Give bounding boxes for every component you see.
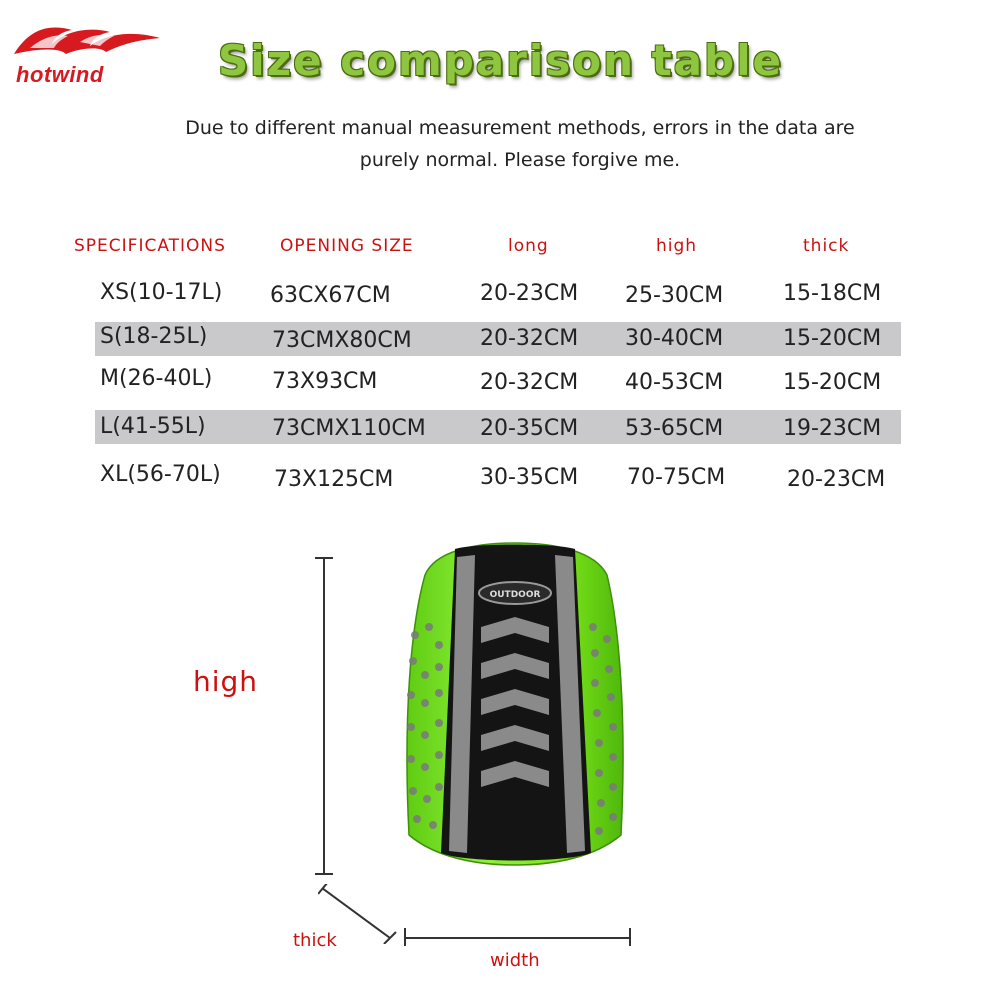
cell-spec-xl: XL(56-70L)	[100, 462, 221, 487]
cell-thick-m: 15-20CM	[783, 370, 882, 395]
cell-high-xs: 25-30CM	[625, 283, 724, 308]
label-high: high	[193, 665, 259, 698]
cell-spec-s: S(18-25L)	[100, 324, 208, 349]
cell-long-xl: 30-35CM	[480, 465, 579, 490]
label-width: width	[490, 950, 540, 971]
cell-high-xl: 70-75CM	[627, 465, 726, 490]
header-high: high	[656, 236, 698, 256]
cell-opening-m: 73X93CM	[272, 369, 378, 394]
cell-high-s: 30-40CM	[625, 326, 724, 351]
cell-spec-l: L(41-55L)	[100, 414, 206, 439]
cover-brand-text: OUTDOOR	[489, 590, 541, 600]
backpack-rain-cover-illustration	[395, 535, 635, 870]
cell-thick-xs: 15-18CM	[783, 281, 882, 306]
cell-long-s: 20-32CM	[480, 326, 579, 351]
cell-long-l: 20-35CM	[480, 416, 579, 441]
header-long: long	[508, 236, 549, 256]
disclaimer-line-2: purely normal. Please forgive me.	[359, 149, 681, 171]
cell-spec-xs: XS(10-17L)	[100, 280, 223, 305]
header-specifications: SPECIFICATIONS	[74, 236, 226, 256]
disclaimer-line-1: Due to different manual measurement methods, errors in the data are	[185, 117, 855, 139]
cell-thick-s: 15-20CM	[783, 326, 882, 351]
label-thick: thick	[293, 930, 337, 951]
high-dimension-line	[323, 558, 325, 874]
cell-long-xs: 20-23CM	[480, 281, 579, 306]
brand-name: hotwind	[16, 62, 104, 87]
header-opening-size: OPENING SIZE	[280, 236, 414, 256]
width-dimension-cap-right	[629, 928, 631, 946]
cell-opening-xl: 73X125CM	[274, 467, 394, 492]
cell-long-m: 20-32CM	[480, 370, 579, 395]
disclaimer-note	[60, 112, 980, 176]
high-dimension-cap-bottom	[315, 873, 333, 875]
header-thick: thick	[803, 236, 850, 256]
page-title: Size comparison table	[218, 36, 783, 85]
cell-thick-l: 19-23CM	[783, 416, 882, 441]
cell-opening-s: 73CMX80CM	[272, 328, 412, 353]
cell-thick-xl: 20-23CM	[787, 467, 886, 492]
width-dimension-line	[405, 937, 631, 939]
cell-spec-m: M(26-40L)	[100, 366, 213, 391]
cell-opening-l: 73CMX110CM	[272, 416, 426, 441]
cell-opening-xs: 63CX67CM	[270, 283, 391, 308]
cell-high-l: 53-65CM	[625, 416, 724, 441]
cell-high-m: 40-53CM	[625, 370, 724, 395]
